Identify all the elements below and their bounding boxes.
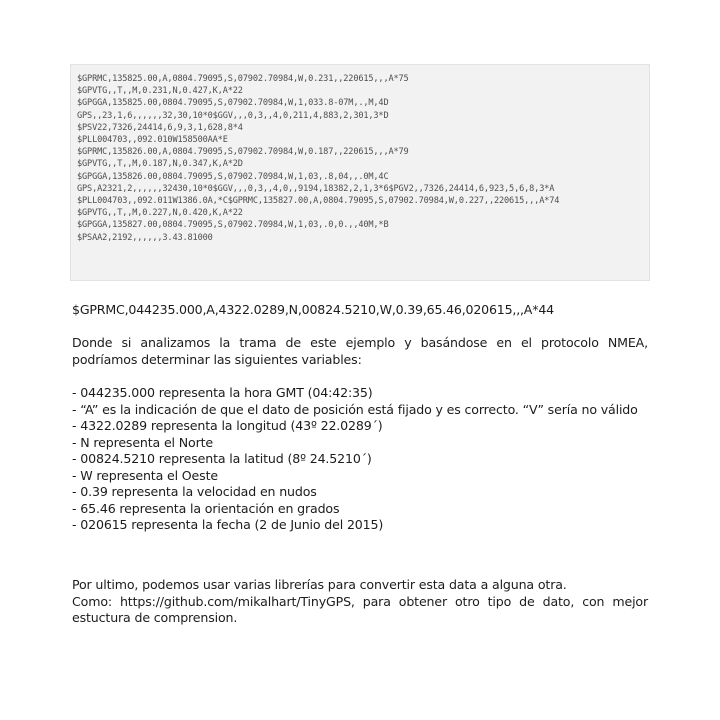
nmea-log-line: $GPGGA,135825.00,0804.79095,S,07902.70984,W,1,033.8-07M,.,M,4D	[77, 98, 389, 109]
nmea-log-line: $GPRMC,135826.00,A,0804.79095,S,07902.70984,W,0.187,,220615,,,A*79	[77, 147, 409, 158]
nmea-log-line: $GPVTG,,T,,M,0.227,N,0.420,K,A*22	[77, 208, 243, 219]
nmea-log-line: $PSAA2,2192,,,,,,3.43.81000	[77, 232, 213, 243]
nmea-log-line: $PLL004703,,092.011W1386.0A,*C$GPRMC,135827.00,A,0804.79095,S,07902.70984,W,0.227,,220615,,,A*74	[77, 196, 560, 207]
closing-paragraph	[72, 577, 648, 627]
nmea-log-line: GPS,,23,1,6,,,,,,32,30,10*0$GGV,,,0,3,,4,0,211,4,883,2,301,3*D	[77, 110, 389, 121]
nmea-log-line: $PSV22,7326,24414,6,9,3,1,628,8*4	[77, 122, 243, 133]
list-item: - 65.46 representa la orientación en grados	[72, 500, 340, 516]
example-nmea-sentence: $GPRMC,044235.000,A,4322.0289,N,00824.5210,W,0.39,65.46,020615,,,A*44	[72, 302, 554, 317]
list-item: - 044235.000 representa la hora GMT (04:42:35)	[72, 385, 373, 400]
list-item: - “A” es la indicación de que el dato de posición está fijado y es correcto. “V” sería no válido	[72, 401, 638, 417]
closing-line: Por ultimo, podemos usar varias librerías para convertir esta data a alguna otra.	[72, 577, 567, 592]
list-item: - 0.39 representa la velocidad en nudos	[72, 484, 317, 499]
closing-line-2: Como: https://github.com/mikalhart/TinyGPS, para obtener otro tipo de dato, con mejor estuctura de comprension.	[72, 593, 648, 625]
nmea-log-line: $GPRMC,135825.00,A,0804.79095,S,07902.70984,W,0.231,,220615,,,A*75	[77, 74, 409, 84]
variables-list	[72, 385, 648, 534]
list-item: - 020615 representa la fecha (2 de Junio del 2015)	[72, 517, 384, 532]
nmea-log-line: $GPVTG,,T,,M,0.231,N,0.427,K,A*22	[77, 86, 243, 97]
nmea-log-line: $GPVTG,,T,,M,0.187,N,0.347,K,A*2D	[77, 159, 243, 170]
list-item: - W representa el Oeste	[72, 467, 218, 483]
nmea-log-line: $PLL004703,,092.010W158500AA*E	[77, 135, 228, 146]
nmea-log-line: $GPGGA,135827.00,0804.79095,S,07902.70984,W,1,03,.0,0.,,40M,*B	[77, 220, 389, 231]
nmea-log-line: GPS,A2321,2,,,,,,32430,10*0$GGV,,,0,3,,4,0,,9194,18382,2,1,3*6$PGV2,,7326,24414,6,923,5,6,8,3*A	[77, 183, 555, 194]
list-item: - N representa el Norte	[72, 434, 214, 450]
list-item: - 4322.0289 representa la longitud (43º 22.0289´)	[72, 418, 383, 433]
intro-paragraph: Donde si analizamos la trama de este ejemplo y basándose en el protocolo NMEA, podríamos determinar las siguientes variables:	[72, 335, 648, 367]
list-item: - 00824.5210 representa la latitud (8º 24.5210´)	[72, 451, 372, 466]
nmea-log-screenshot	[70, 64, 650, 281]
nmea-log-line: $GPGGA,135826.00,0804.79095,S,07902.70984,W,1,03,.8,04,,.0M,4C	[77, 171, 389, 182]
